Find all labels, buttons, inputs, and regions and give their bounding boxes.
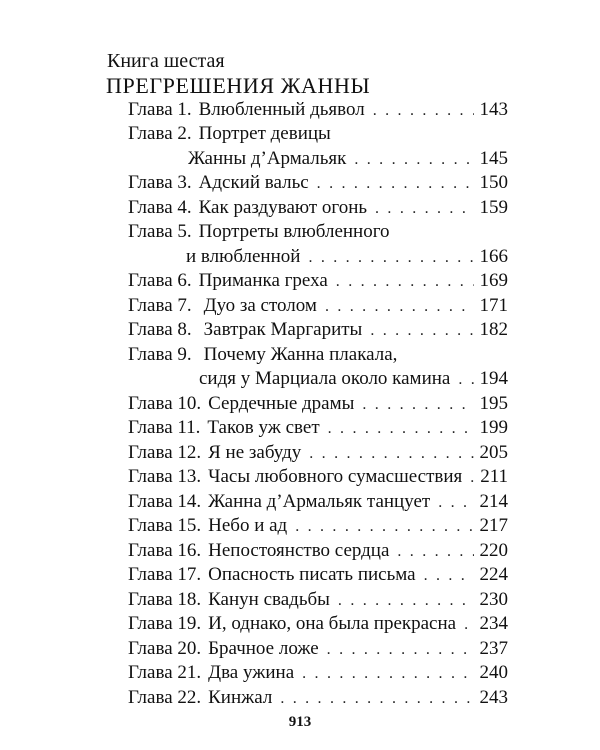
dot-leader — [295, 517, 473, 537]
page-number: 166 — [479, 245, 508, 267]
toc-entry-21 — [128, 660, 508, 685]
chapter-number: Глава 3. — [128, 172, 192, 193]
toc-entry-14 — [128, 488, 508, 513]
toc-entry-4 — [128, 194, 508, 219]
page-number: 145 — [479, 147, 508, 169]
chapter-title: Сердечные драмы — [208, 392, 355, 414]
chapter-number: Глава 13. — [128, 466, 202, 487]
chapter-number: Глава 1. — [128, 98, 192, 120]
toc-entry-5 — [128, 219, 508, 244]
dot-leader — [397, 542, 473, 562]
chapter-title: Портреты влюбленного — [198, 221, 390, 242]
chapter-title: Как раздувают огонь — [198, 196, 368, 218]
dot-leader — [309, 444, 473, 464]
chapter-number: Глава 12. — [128, 441, 202, 463]
chapter-title-continuation: и влюбленной — [186, 245, 301, 267]
toc-entry-17 — [128, 562, 508, 587]
dot-leader — [424, 566, 474, 586]
toc-entry-12 — [128, 439, 508, 464]
toc-entry-6 — [128, 268, 508, 293]
toc-entry-11 — [128, 415, 508, 440]
toc-entry-3 — [128, 170, 508, 195]
chapter-title-continuation: Жанны д’Армальяк — [188, 147, 347, 169]
dot-leader — [317, 174, 474, 194]
chapter-number: Глава 17. — [128, 564, 202, 585]
chapter-title-continuation: сидя у Марциала около камина — [199, 368, 451, 389]
page-number: 195 — [479, 392, 508, 414]
page-number: 234 — [479, 613, 508, 634]
chapter-number: Глава 6. — [128, 270, 192, 291]
toc-entry-9 — [128, 341, 508, 366]
page-number: 182 — [479, 319, 508, 340]
dot-leader — [354, 150, 473, 170]
page-number: 237 — [479, 637, 508, 659]
chapter-number: Глава 18. — [128, 588, 202, 610]
chapter-title: Опасность писать письма — [208, 564, 416, 585]
toc-entry-2 — [128, 121, 508, 146]
page-folio-number: 913 — [288, 714, 312, 730]
page-number: 220 — [479, 539, 508, 561]
chapter-title: Таков уж свет — [207, 417, 320, 438]
page-number: 150 — [479, 172, 508, 193]
dot-leader — [327, 640, 474, 660]
chapter-number: Глава 20. — [128, 637, 202, 659]
page-number: 224 — [479, 564, 508, 585]
chapter-number: Глава 19. — [128, 613, 202, 634]
dot-leader — [308, 248, 473, 268]
page-number: 211 — [480, 466, 508, 487]
dot-leader — [438, 493, 473, 513]
chapter-number: Глава 5. — [128, 221, 192, 242]
page-number: 230 — [479, 588, 508, 610]
toc-entry-2-continuation — [128, 145, 508, 170]
dot-leader — [325, 297, 474, 317]
chapter-title: Завтрак Маргариты — [203, 319, 363, 340]
toc-entry-18 — [128, 586, 508, 611]
toc-entry-5-continuation — [128, 243, 508, 268]
part-title: ПРЕГРЕШЕНИЯ ЖАННЫ — [106, 73, 371, 98]
page-number: 243 — [479, 686, 508, 708]
table-of-contents — [128, 96, 508, 709]
chapter-number: Глава 8. — [128, 319, 192, 340]
chapter-title: Почему Жанна плакала, — [203, 343, 398, 365]
page-number: 159 — [479, 196, 508, 218]
dot-leader — [362, 395, 473, 415]
toc-entry-8 — [128, 317, 508, 342]
dot-leader — [373, 101, 474, 121]
toc-entry-19 — [128, 611, 508, 636]
chapter-title: Непостоянство сердца — [208, 539, 390, 561]
chapter-title: Канун свадьбы — [208, 588, 330, 610]
dot-leader — [302, 664, 473, 684]
toc-entry-1 — [128, 96, 508, 121]
toc-entry-10 — [128, 390, 508, 415]
chapter-number: Глава 22. — [128, 686, 202, 708]
page-number: 171 — [479, 294, 508, 316]
dot-leader — [370, 321, 473, 341]
chapter-number: Глава 4. — [128, 196, 192, 218]
chapter-title: И, однако, она была прекрасна — [208, 613, 457, 634]
page-number: 199 — [479, 417, 508, 438]
dot-leader — [458, 370, 473, 390]
chapter-title: Дуо за столом — [203, 294, 317, 316]
chapter-title: Жанна д’Армальяк танцует — [208, 490, 431, 512]
dot-leader — [375, 199, 473, 219]
chapter-number: Глава 9. — [128, 343, 192, 365]
toc-entry-22 — [128, 684, 508, 709]
dot-leader — [338, 591, 474, 611]
toc-entry-9-continuation — [128, 366, 508, 391]
chapter-number: Глава 11. — [128, 417, 201, 438]
dot-leader — [328, 419, 474, 439]
chapter-number: Глава 10. — [128, 392, 202, 414]
chapter-title: Брачное ложе — [208, 637, 319, 659]
chapter-title: Два ужина — [208, 662, 295, 683]
page-number: 240 — [479, 662, 508, 683]
page-number: 205 — [479, 441, 508, 463]
dot-leader — [336, 272, 474, 292]
dot-leader — [464, 615, 473, 635]
page-number: 143 — [479, 98, 508, 120]
chapter-number: Глава 16. — [128, 539, 202, 561]
chapter-title: Адский вальс — [198, 172, 309, 193]
chapter-title: Я не забуду — [208, 441, 302, 463]
toc-entry-15 — [128, 513, 508, 538]
chapter-title: Часы любовного сумасшествия — [208, 466, 463, 487]
page-number: 169 — [479, 270, 508, 291]
page-number: 194 — [479, 368, 508, 389]
toc-entry-16 — [128, 537, 508, 562]
chapter-title: Кинжал — [208, 686, 273, 708]
chapter-number: Глава 14. — [128, 490, 202, 512]
dot-leader — [470, 468, 478, 488]
toc-entry-7 — [128, 292, 508, 317]
chapter-title: Приманка греха — [198, 270, 328, 291]
book-label: Книга шестая — [107, 50, 225, 72]
chapter-number: Глава 7. — [128, 294, 192, 316]
page-number: 214 — [479, 490, 508, 512]
page-number: 217 — [479, 515, 508, 536]
chapter-title: Влюбленный дьявол — [198, 98, 365, 120]
chapter-title: Портрет девицы — [198, 123, 331, 144]
chapter-number: Глава 2. — [128, 123, 192, 144]
chapter-number: Глава 15. — [128, 515, 202, 536]
toc-entry-20 — [128, 635, 508, 660]
chapter-number: Глава 21. — [128, 662, 202, 683]
dot-leader — [280, 689, 473, 709]
chapter-title: Небо и ад — [208, 515, 288, 536]
toc-entry-13 — [128, 464, 508, 489]
